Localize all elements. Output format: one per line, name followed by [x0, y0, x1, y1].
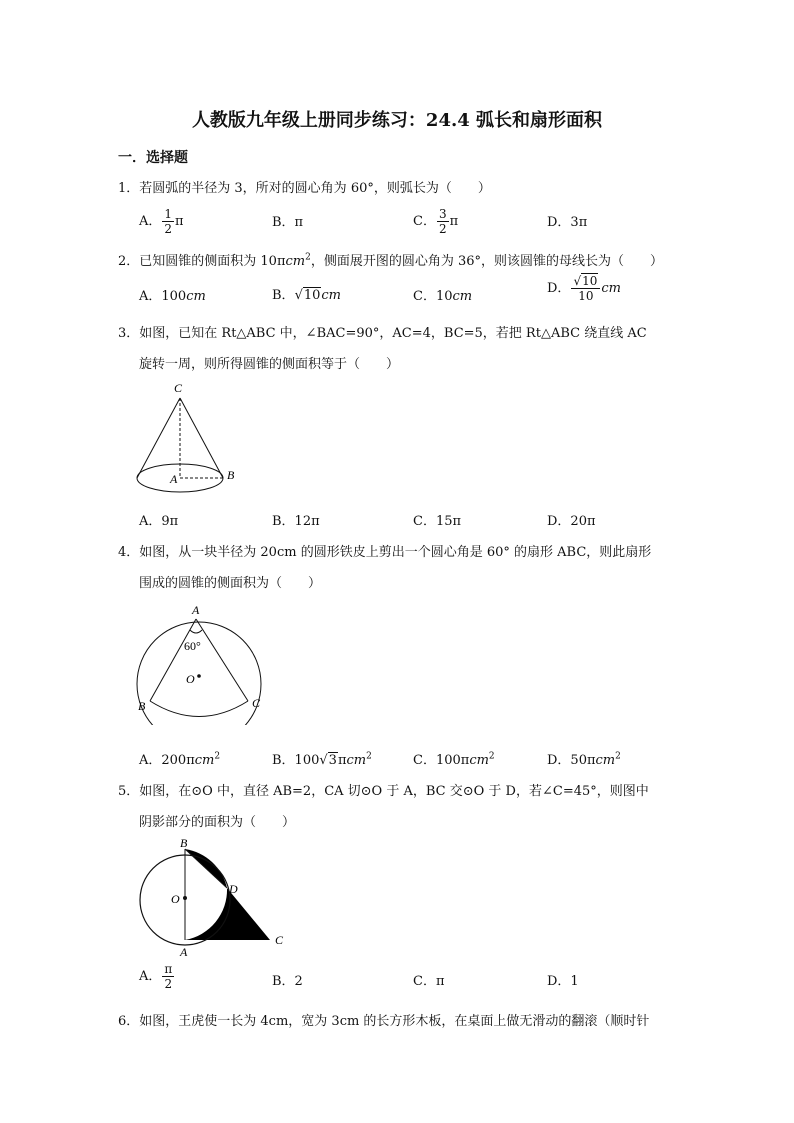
- option-b[interactable]: B．2: [272, 974, 303, 989]
- question-number: 1．: [118, 181, 140, 196]
- section-heading: 一．选择题: [118, 150, 188, 166]
- option-b[interactable]: B．100√3πcm$^2$: [272, 751, 372, 768]
- label-b: B: [227, 468, 235, 482]
- option-d[interactable]: D．3π: [547, 215, 588, 230]
- sector-edge-ab: [150, 619, 196, 701]
- center-dot: [183, 896, 187, 900]
- fraction: $\frac{3}{2}$: [438, 207, 447, 236]
- question-5-line1: 5．如图，在⊙O 中，直径 AB=2，CA 切⊙O 于 A，BC 交⊙O 于 D，若∠C=45°，则图中: [118, 784, 649, 799]
- question-6-line1: 6．如图，王虎使一长为 4cm，宽为 3cm 的长方形木板，在桌面上做无滑动的翻滚（顺时针: [118, 1014, 650, 1029]
- label-o: O: [171, 892, 180, 906]
- option-c[interactable]: C．100πcm$^2$: [413, 751, 495, 768]
- label-b: B: [138, 699, 146, 713]
- sector-figure: [130, 600, 280, 725]
- option-d[interactable]: D．50πcm$^2$: [547, 751, 621, 768]
- option-a[interactable]: A．100cm: [139, 289, 206, 304]
- question-2: 2．已知圆锥的侧面积为 10πcm$^2$，侧面展开图的圆心角为 36°，则该圆锥的母线长为（ ）: [118, 252, 664, 269]
- center-dot: [197, 674, 201, 678]
- angle-mark: [190, 630, 202, 633]
- question-3-line2: 旋转一周，则所得圆锥的侧面积等于（ ）: [139, 357, 400, 372]
- option-b[interactable]: B．12π: [272, 514, 320, 529]
- question-1: [118, 177, 491, 196]
- option-a[interactable]: A．9π: [139, 514, 179, 529]
- option-a[interactable]: A． $\frac{1}{2}$ π: [139, 207, 184, 236]
- label-d: D: [229, 882, 238, 896]
- option-d[interactable]: D．20π: [547, 514, 596, 529]
- option-c[interactable]: C．10cm: [413, 289, 473, 304]
- sector-arc-bc: [150, 701, 248, 717]
- outer-circle: [137, 622, 261, 725]
- label-angle: 60°: [184, 639, 201, 653]
- label-a: A: [170, 472, 178, 486]
- label-c: C: [275, 933, 284, 947]
- question-4-line1: 4．如图，从一块半径为 20cm 的圆形铁皮上剪出一个圆心角是 60° 的扇形 ABC，则此扇形: [118, 545, 652, 560]
- label-o: O: [186, 672, 195, 686]
- option-c[interactable]: C．π: [413, 974, 445, 989]
- label-b: B: [180, 836, 188, 850]
- option-b[interactable]: B．π: [272, 215, 304, 230]
- cone-figure: [130, 378, 250, 498]
- fraction: $\frac{1}{2}$: [164, 207, 173, 236]
- question-4-line2: 围成的圆锥的侧面积为（ ）: [139, 576, 322, 591]
- option-b[interactable]: B．√10cm: [272, 288, 342, 303]
- option-c[interactable]: C．15π: [413, 514, 462, 529]
- option-d[interactable]: D．1: [547, 974, 579, 989]
- label-a: A: [180, 945, 188, 959]
- fraction: $\frac{\pi}{2}$: [164, 962, 173, 991]
- question-text: 若圆弧的半径为 3，所对的圆心角为 60°，则弧长为（ ）: [139, 181, 491, 196]
- option-a[interactable]: A．200πcm$^2$: [139, 751, 221, 768]
- question-3-line1: 3．如图，已知在 Rt△ABC 中，∠BAC=90°，AC=4，BC=5，若把 Rt△ABC 绕直线 AC: [118, 326, 647, 341]
- label-c: C: [252, 696, 261, 710]
- fraction: $\frac{√10}{10}$: [571, 274, 600, 303]
- chord-bd: [185, 849, 227, 888]
- option-a[interactable]: A． $\frac{\pi}{2}$: [139, 962, 173, 991]
- option-d[interactable]: D． $\frac{√10}{10}$ cm: [547, 274, 621, 303]
- label-c: C: [174, 381, 183, 395]
- question-5-line2: 阴影部分的面积为（ ）: [139, 815, 296, 830]
- option-c[interactable]: C． $\frac{3}{2}$ π: [413, 207, 459, 236]
- label-a: A: [192, 603, 200, 617]
- tangent-figure: [130, 835, 300, 960]
- sector-edge-ac: [196, 619, 248, 701]
- page-title: 人教版九年级上册同步练习：24.4 弧长和扇形面积: [191, 110, 603, 131]
